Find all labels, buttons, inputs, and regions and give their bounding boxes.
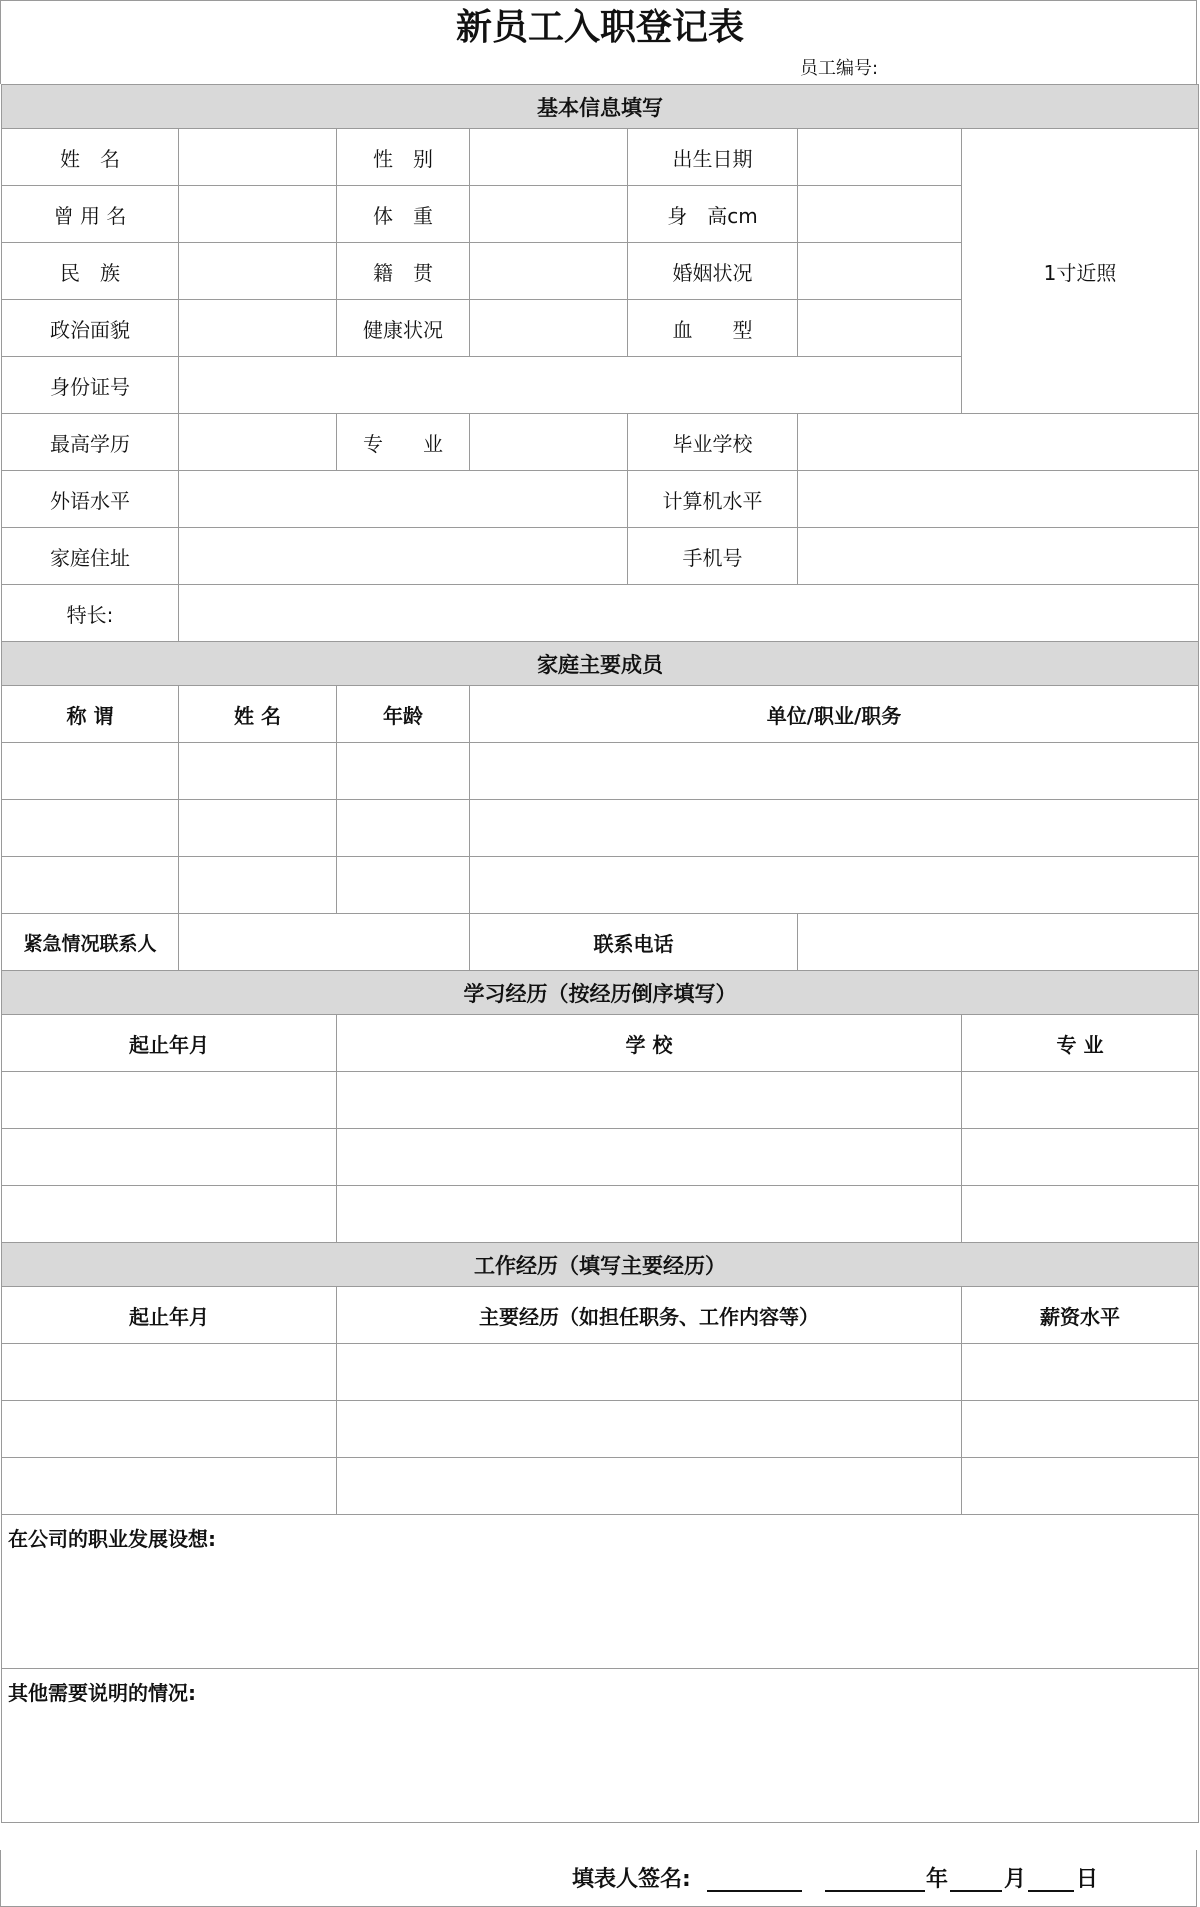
ethnicity-field[interactable] (179, 243, 337, 300)
contact-phone-field[interactable] (798, 914, 1199, 971)
major-field[interactable] (470, 414, 628, 471)
signature-label: 填表人签名: (572, 1867, 691, 1892)
weight-field[interactable] (470, 186, 628, 243)
work-col-salary: 薪资水平 (962, 1287, 1199, 1344)
name-label: 姓 名 (2, 129, 179, 186)
work-experience-cell[interactable] (337, 1344, 962, 1401)
education-school-cell[interactable] (337, 1072, 962, 1129)
native-place-field[interactable] (470, 243, 628, 300)
school-field[interactable] (798, 414, 1199, 471)
political-status-label: 政治面貌 (2, 300, 179, 357)
id-number-field[interactable] (179, 357, 962, 414)
birth-date-label: 出生日期 (628, 129, 798, 186)
gender-field[interactable] (470, 129, 628, 186)
signature-row (0, 1850, 1200, 1900)
family-unit-cell[interactable] (470, 857, 1199, 914)
mobile-field[interactable] (798, 528, 1199, 585)
family-col-unit: 单位/职业/职务 (470, 686, 1199, 743)
other-notes-field[interactable]: 其他需要说明的情况: (2, 1669, 1199, 1823)
family-relation-cell[interactable] (2, 743, 179, 800)
family-row (2, 743, 1199, 800)
school-label: 毕业学校 (628, 414, 798, 471)
education-level-label: 最高学历 (2, 414, 179, 471)
work-row (2, 1344, 1199, 1401)
former-name-field[interactable] (179, 186, 337, 243)
work-col-period: 起止年月 (2, 1287, 337, 1344)
work-row (2, 1458, 1199, 1515)
section-family-members: 家庭主要成员 (2, 642, 1199, 686)
education-period-cell[interactable] (2, 1129, 337, 1186)
education-major-cell[interactable] (962, 1072, 1199, 1129)
family-name-cell[interactable] (179, 857, 337, 914)
name-field[interactable] (179, 129, 337, 186)
year-label: 年 (926, 1867, 949, 1892)
height-label: 身 高cm (628, 186, 798, 243)
marital-status-field[interactable] (798, 243, 962, 300)
photo-box[interactable]: 1寸近照 (962, 129, 1199, 414)
education-school-cell[interactable] (337, 1186, 962, 1243)
form-title: 新员工入职登记表 (455, 7, 744, 48)
blood-type-label: 血 型 (628, 300, 798, 357)
computer-level-field[interactable] (798, 471, 1199, 528)
family-age-cell[interactable] (337, 800, 470, 857)
registration-table (1, 84, 1199, 1823)
education-col-period: 起止年月 (2, 1015, 337, 1072)
health-field[interactable] (470, 300, 628, 357)
education-school-cell[interactable] (337, 1129, 962, 1186)
work-experience-cell[interactable] (337, 1401, 962, 1458)
ethnicity-label: 民 族 (2, 243, 179, 300)
family-unit-cell[interactable] (470, 800, 1199, 857)
work-salary-cell[interactable] (962, 1344, 1199, 1401)
section-work-experience: 工作经历（填写主要经历） (2, 1243, 1199, 1287)
major-label: 专 业 (337, 414, 470, 471)
family-name-cell[interactable] (179, 800, 337, 857)
gender-label: 性 别 (337, 129, 470, 186)
education-major-cell[interactable] (962, 1186, 1199, 1243)
contact-phone-label: 联系电话 (470, 914, 798, 971)
month-label: 月 (1004, 1867, 1027, 1892)
education-row (2, 1129, 1199, 1186)
id-number-label: 身份证号 (2, 357, 179, 414)
specialty-label: 特长: (2, 585, 179, 642)
education-level-field[interactable] (179, 414, 337, 471)
emergency-contact-label: 紧急情况联系人 (2, 914, 179, 971)
native-place-label: 籍 贯 (337, 243, 470, 300)
health-label: 健康状况 (337, 300, 470, 357)
address-label: 家庭住址 (2, 528, 179, 585)
family-col-age: 年龄 (337, 686, 470, 743)
specialty-field[interactable] (179, 585, 1199, 642)
education-col-school: 学 校 (337, 1015, 962, 1072)
address-field[interactable] (179, 528, 628, 585)
height-field[interactable] (798, 186, 962, 243)
family-unit-cell[interactable] (470, 743, 1199, 800)
foreign-language-label: 外语水平 (2, 471, 179, 528)
work-period-cell[interactable] (2, 1458, 337, 1515)
day-label: 日 (1076, 1867, 1099, 1892)
career-plan-field[interactable]: 在公司的职业发展设想: (2, 1515, 1199, 1669)
family-relation-cell[interactable] (2, 857, 179, 914)
employee-number-label: 员工编号: (800, 58, 879, 79)
work-row (2, 1401, 1199, 1458)
birth-date-field[interactable] (798, 129, 962, 186)
signature-line[interactable] (707, 1890, 802, 1892)
year-line[interactable] (825, 1890, 925, 1892)
month-line[interactable] (950, 1890, 1002, 1892)
foreign-language-field[interactable] (179, 471, 628, 528)
work-col-experience: 主要经历（如担任职务、工作内容等） (337, 1287, 962, 1344)
day-line[interactable] (1028, 1890, 1074, 1892)
section-education: 学习经历（按经历倒序填写） (2, 971, 1199, 1015)
marital-status-label: 婚姻状况 (628, 243, 798, 300)
education-period-cell[interactable] (2, 1072, 337, 1129)
work-period-cell[interactable] (2, 1344, 337, 1401)
political-status-field[interactable] (179, 300, 337, 357)
family-row (2, 857, 1199, 914)
family-relation-cell[interactable] (2, 800, 179, 857)
work-salary-cell[interactable] (962, 1458, 1199, 1515)
blood-type-field[interactable] (798, 300, 962, 357)
family-age-cell[interactable] (337, 857, 470, 914)
computer-level-label: 计算机水平 (628, 471, 798, 528)
education-row (2, 1186, 1199, 1243)
education-row (2, 1072, 1199, 1129)
family-row (2, 800, 1199, 857)
work-salary-cell[interactable] (962, 1401, 1199, 1458)
education-col-major: 专 业 (962, 1015, 1199, 1072)
education-period-cell[interactable] (2, 1186, 337, 1243)
mobile-label: 手机号 (628, 528, 798, 585)
family-col-relation: 称 谓 (2, 686, 179, 743)
education-major-cell[interactable] (962, 1129, 1199, 1186)
emergency-contact-field[interactable] (179, 914, 470, 971)
weight-label: 体 重 (337, 186, 470, 243)
family-col-name: 姓 名 (179, 686, 337, 743)
work-period-cell[interactable] (2, 1401, 337, 1458)
work-experience-cell[interactable] (337, 1458, 962, 1515)
section-basic-info: 基本信息填写 (2, 85, 1199, 129)
family-name-cell[interactable] (179, 743, 337, 800)
family-age-cell[interactable] (337, 743, 470, 800)
former-name-label: 曾 用 名 (2, 186, 179, 243)
